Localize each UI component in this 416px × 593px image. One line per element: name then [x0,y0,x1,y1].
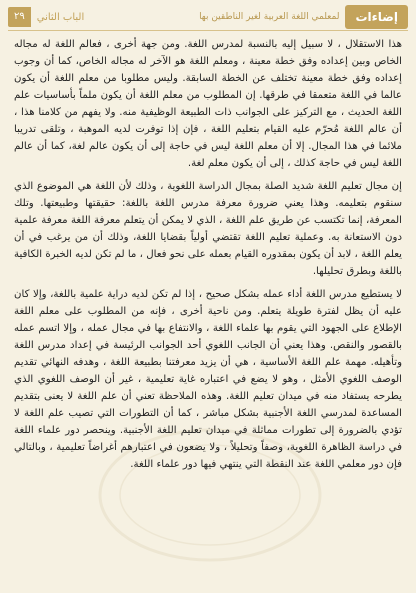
paragraph-1: هذا الاستقلال ، لا سبيل إليه بالنسبة لمدرس اللغة. ومن جهة أخرى ، فعالم اللغة له مجاله الخاص وبين إعداده وفق خطة معينة ، ومعلم اللغة هو الآخر له مجاله الخاص، كما أن وجوب إعداده وفق خطة معينة تختلف عن الخطة السابقة. وليس مطلوبا من معلم اللغة أن يكون عالما في اللغة متعمقا في طرقها. إن المطلوب من معلم اللغة أن يكون ملماً بأساسيات علم اللغة الحديث ، مع التركيز على الجوانب ذات الطبيعة الوظيفية منه. ولا يفهم من كلامنا هذا ، أن عالم اللغة مُحرّم عليه القيام بتعليم اللغة ، فإن إذا توفرت لديه الموهبة ، وتلقى تدريبا ملائما في هذا المجال. إلا أن معلم اللغة ليس في حاجة إلى أن يكون عالم لغة، كما أن عالم اللغة ليس في حاجة كذلك ، إلى أن يكون معلم لغة. [14,39,402,169]
paragraph-2: إن مجال تعليم اللغة شديد الصلة بمجال الدراسة اللغوية ، وذلك لأن اللغة هي الموضوع الذي سنقوم بتعليمه. وهذا يعني ضرورة معرفة مدرس اللغة باللغة: حقيقتها وطبيعتها. وتلك المعرفة، إنما تكتسب عن طريق علم اللغة ، الذي لا يمكن أن يتعلم معرفة اللغة معرفة علمية دون الاستعانة به. وعملية تعليم اللغة تقتضي أولياً بقضايا اللغة، وذلك أن من يرغب في أن يعلم اللغة ، لابد أن يكون بمقدوره القيام بعمله على نحو فعال ، ما لم تكن لديه الخبرة الكافية باللغة وبطرق تحليلها. [14,181,402,277]
body-text [14,36,402,583]
header-divider [8,30,408,31]
page-header [8,4,408,30]
chapter-title: الباب الثاني [36,11,85,23]
page-number: ٢٩ [8,7,31,27]
paragraph-3: لا يستطيع مدرس اللغة أداء عمله بشكل صحيح ، إذا لم تكن لديه دراية علمية باللغة، وإلا كان عليه أن يظل لفترة طويلة يتعلم. ومن ناحية أخرى ، فإنه من المطلوب على معلم اللغة الإطلاع على الجهود التي يقوم بها علماء اللغة ، والانتفاع بها في مجال عمله ، وإلا اتسم عمله بالقصور والنقص. وهذا يعني أن الجانب اللغوي أحد الجوانب الرئيسة في إعداد مدرس اللغة وتأهيله. مهمة علم اللغة الأساسية ، هي أن يزيد معرفتنا بطبيعة اللغة ، وهدفه النهائي تقديم الوصف اللغوي الأمثل ، وهو لا يضع في اعتباره غاية تعليمية ، غير أن الوصف اللغوي الذي يطرحه يستفاد منه في ميدان تعليم اللغة. وهذه الملاحظة تعني أن علم اللغة لا يعنى بتقديم المساعدة لمدرسي اللغة الأجنبية بشكل مباشر ، كما أن التطورات التي تصيب علم اللغة لا تؤدي بالضرورة إلى تطورات مماثلة في ميدان تعليم اللغة الأجنبية. وينحصر دور علماء اللغة في دراسة الظاهرة اللغوية، وصفاً وتحليلاً ، ولا يضعون في اعتبارهم أغراضاً تعليمية ، وبالتالي فإن دور معلمي اللغة عند النقطة التي ينتهي فيها دور علماء اللغة. [14,289,402,470]
header-left-group [8,4,84,30]
section-badge: إضاءات [345,5,408,29]
book-title: لمعلمي اللغة العربية لغير الناطقين بها [199,12,340,22]
